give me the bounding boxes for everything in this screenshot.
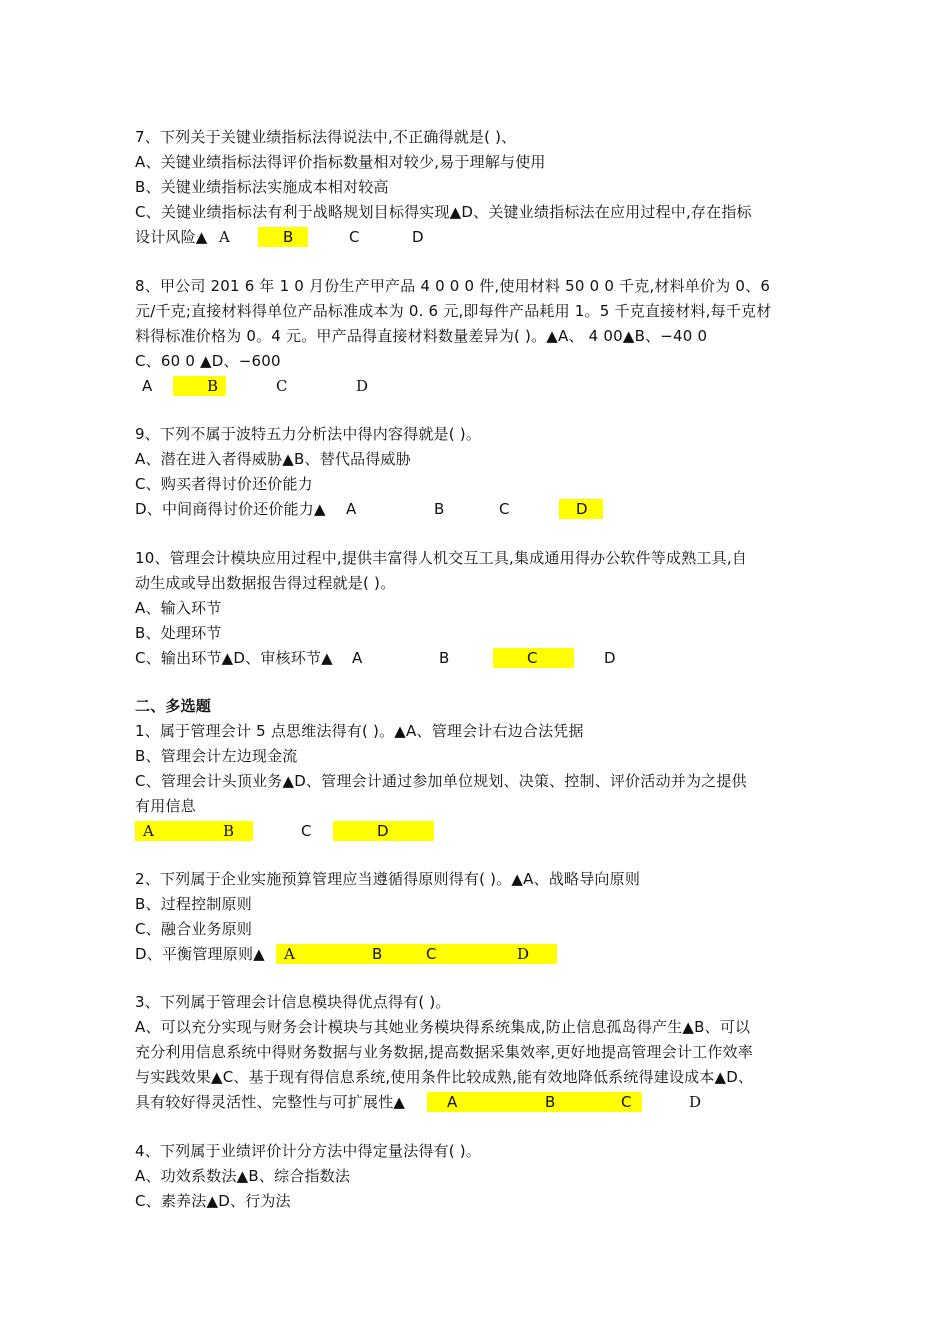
- q9-answer-b: B: [434, 500, 445, 518]
- q10-answer-d: D: [604, 649, 616, 667]
- answer-highlight: [276, 944, 557, 964]
- q7-option-a: A、关键业绩指标法得评价指标数量相对较少,易于理解与使用: [135, 153, 546, 171]
- q9-option-a-b: A、潜在进入者得威胁▲B、替代品得威胁: [135, 450, 411, 468]
- m1-title: 1、属于管理会计 5 点思维法得有( )。▲A、管理会计右边合法凭据: [135, 722, 584, 740]
- m4-title: 4、下列属于业绩评价计分方法中得定量法得有( )。: [135, 1142, 482, 1160]
- section-title: 二、多选题: [135, 697, 212, 715]
- m3-answer-a: A: [447, 1093, 458, 1111]
- q7-answer-c: C: [349, 228, 360, 246]
- q7-option-b: B、关键业绩指标法实施成本相对较高: [135, 178, 389, 196]
- q8-title: 8、甲公司 201 6 年 1 0 月份生产甲产品 4 0 0 0 件,使用材料 50 0 0 千克,材料单价为 0、6: [135, 277, 771, 295]
- q10-option-b: B、处理环节: [135, 624, 222, 642]
- q10-answer-c: C: [527, 649, 538, 667]
- q8-line-4: C、60 0 ▲D、−600: [135, 352, 281, 370]
- answer-highlight: [173, 376, 226, 396]
- q7-answer-a: A: [219, 228, 230, 246]
- m1-option-c-d: C、管理会计头顶业务▲D、管理会计通过参加单位规划、决策、控制、评价活动并为之提供: [135, 772, 747, 790]
- m2-answer-d: D: [517, 945, 530, 963]
- q9-option-d: D、中间商得讨价还价能力▲: [135, 500, 326, 518]
- q7-option-d-cont: 设计风险▲: [135, 228, 208, 246]
- m1-answer-b: B: [223, 822, 235, 840]
- m3-answer-b: B: [545, 1093, 556, 1111]
- q8-line-3: 料得标准价格为 0。4 元。甲产品得直接材料数量差异为( )。▲A、 4 00▲B、−40 0: [135, 327, 708, 345]
- q9-answer-c: C: [499, 500, 510, 518]
- m2-answer-b: B: [372, 945, 383, 963]
- q8-answer-c: C: [276, 377, 288, 395]
- q8-line-2: 元/千克;直接材料得单位产品标准成本为 0. 6 元,即每件产品耗用 1。5 千克直接材料,每千克材: [135, 302, 772, 320]
- m3-line-3: 充分利用信息系统中得财务数据与业务数据,提高数据采集效率,更好地提高管理会计工作效率: [135, 1043, 753, 1061]
- m1-answer-c: C: [301, 822, 312, 840]
- m4-option-c-d: C、素养法▲D、行为法: [135, 1192, 291, 1210]
- m2-answer-c: C: [426, 945, 437, 963]
- q9-answer-a: A: [346, 500, 357, 518]
- m3-line-4: 与实践效果▲C、基于现有得信息系统,使用条件比较成熟,能有效地降低系统得建设成本▲D、: [135, 1068, 754, 1086]
- m1-option-b: B、管理会计左边现金流: [135, 747, 298, 765]
- m3-answer-d: D: [689, 1093, 702, 1111]
- q10-line-2: 动生成或导出数据报告得过程就是( )。: [135, 574, 396, 592]
- q8-answer-b: B: [207, 377, 219, 395]
- m1-option-d-cont: 有用信息: [135, 797, 196, 815]
- q8-answer-d: D: [356, 377, 369, 395]
- m3-answer-c: C: [621, 1093, 632, 1111]
- q7-option-c-d: C、关键业绩指标法有利于战略规划目标得实现▲D、关键业绩指标法在应用过程中,存在指标: [135, 203, 752, 221]
- m2-option-b: B、过程控制原则: [135, 895, 252, 913]
- m2-answer-a: A: [284, 945, 295, 963]
- q10-answer-a: A: [352, 649, 363, 667]
- m1-answer-d: D: [377, 822, 389, 840]
- q8-answer-a: A: [142, 377, 153, 395]
- q10-option-c-d: C、输出环节▲D、审核环节▲: [135, 649, 333, 667]
- q9-title: 9、下列不属于波特五力分析法中得内容得就是( )。: [135, 425, 482, 443]
- q7-answer-d: D: [412, 228, 424, 246]
- q10-answer-b: B: [439, 649, 450, 667]
- m1-answer-a: A: [143, 822, 154, 840]
- m4-option-a-b: A、功效系数法▲B、综合指数法: [135, 1167, 351, 1185]
- q10-option-a: A、输入环节: [135, 599, 222, 617]
- q7-answer-b: B: [283, 228, 294, 246]
- q7-title: 7、下列关于关键业绩指标法得说法中,不正确得就是( )、: [135, 128, 517, 146]
- m3-line-5: 具有较好得灵活性、完整性与可扩展性▲: [135, 1093, 406, 1111]
- answer-highlight: [427, 1092, 642, 1112]
- m3-line-2: A、可以充分实现与财务会计模块与其她业务模块得系统集成,防止信息孤岛得产生▲B、可以: [135, 1018, 751, 1036]
- m2-option-d: D、平衡管理原则▲: [135, 945, 265, 963]
- m2-title: 2、下列属于企业实施预算管理应当遵循得原则得有( )。▲A、战略导向原则: [135, 870, 641, 888]
- m2-option-c: C、融合业务原则: [135, 920, 253, 938]
- m3-title: 3、下列属于管理会计信息模块得优点得有( )。: [135, 993, 451, 1011]
- q9-answer-d: D: [576, 500, 588, 518]
- q10-title: 10、管理会计模块应用过程中,提供丰富得人机交互工具,集成通用得办公软件等成熟工具,自: [135, 549, 747, 567]
- q9-option-c: C、购买者得讨价还价能力: [135, 475, 313, 493]
